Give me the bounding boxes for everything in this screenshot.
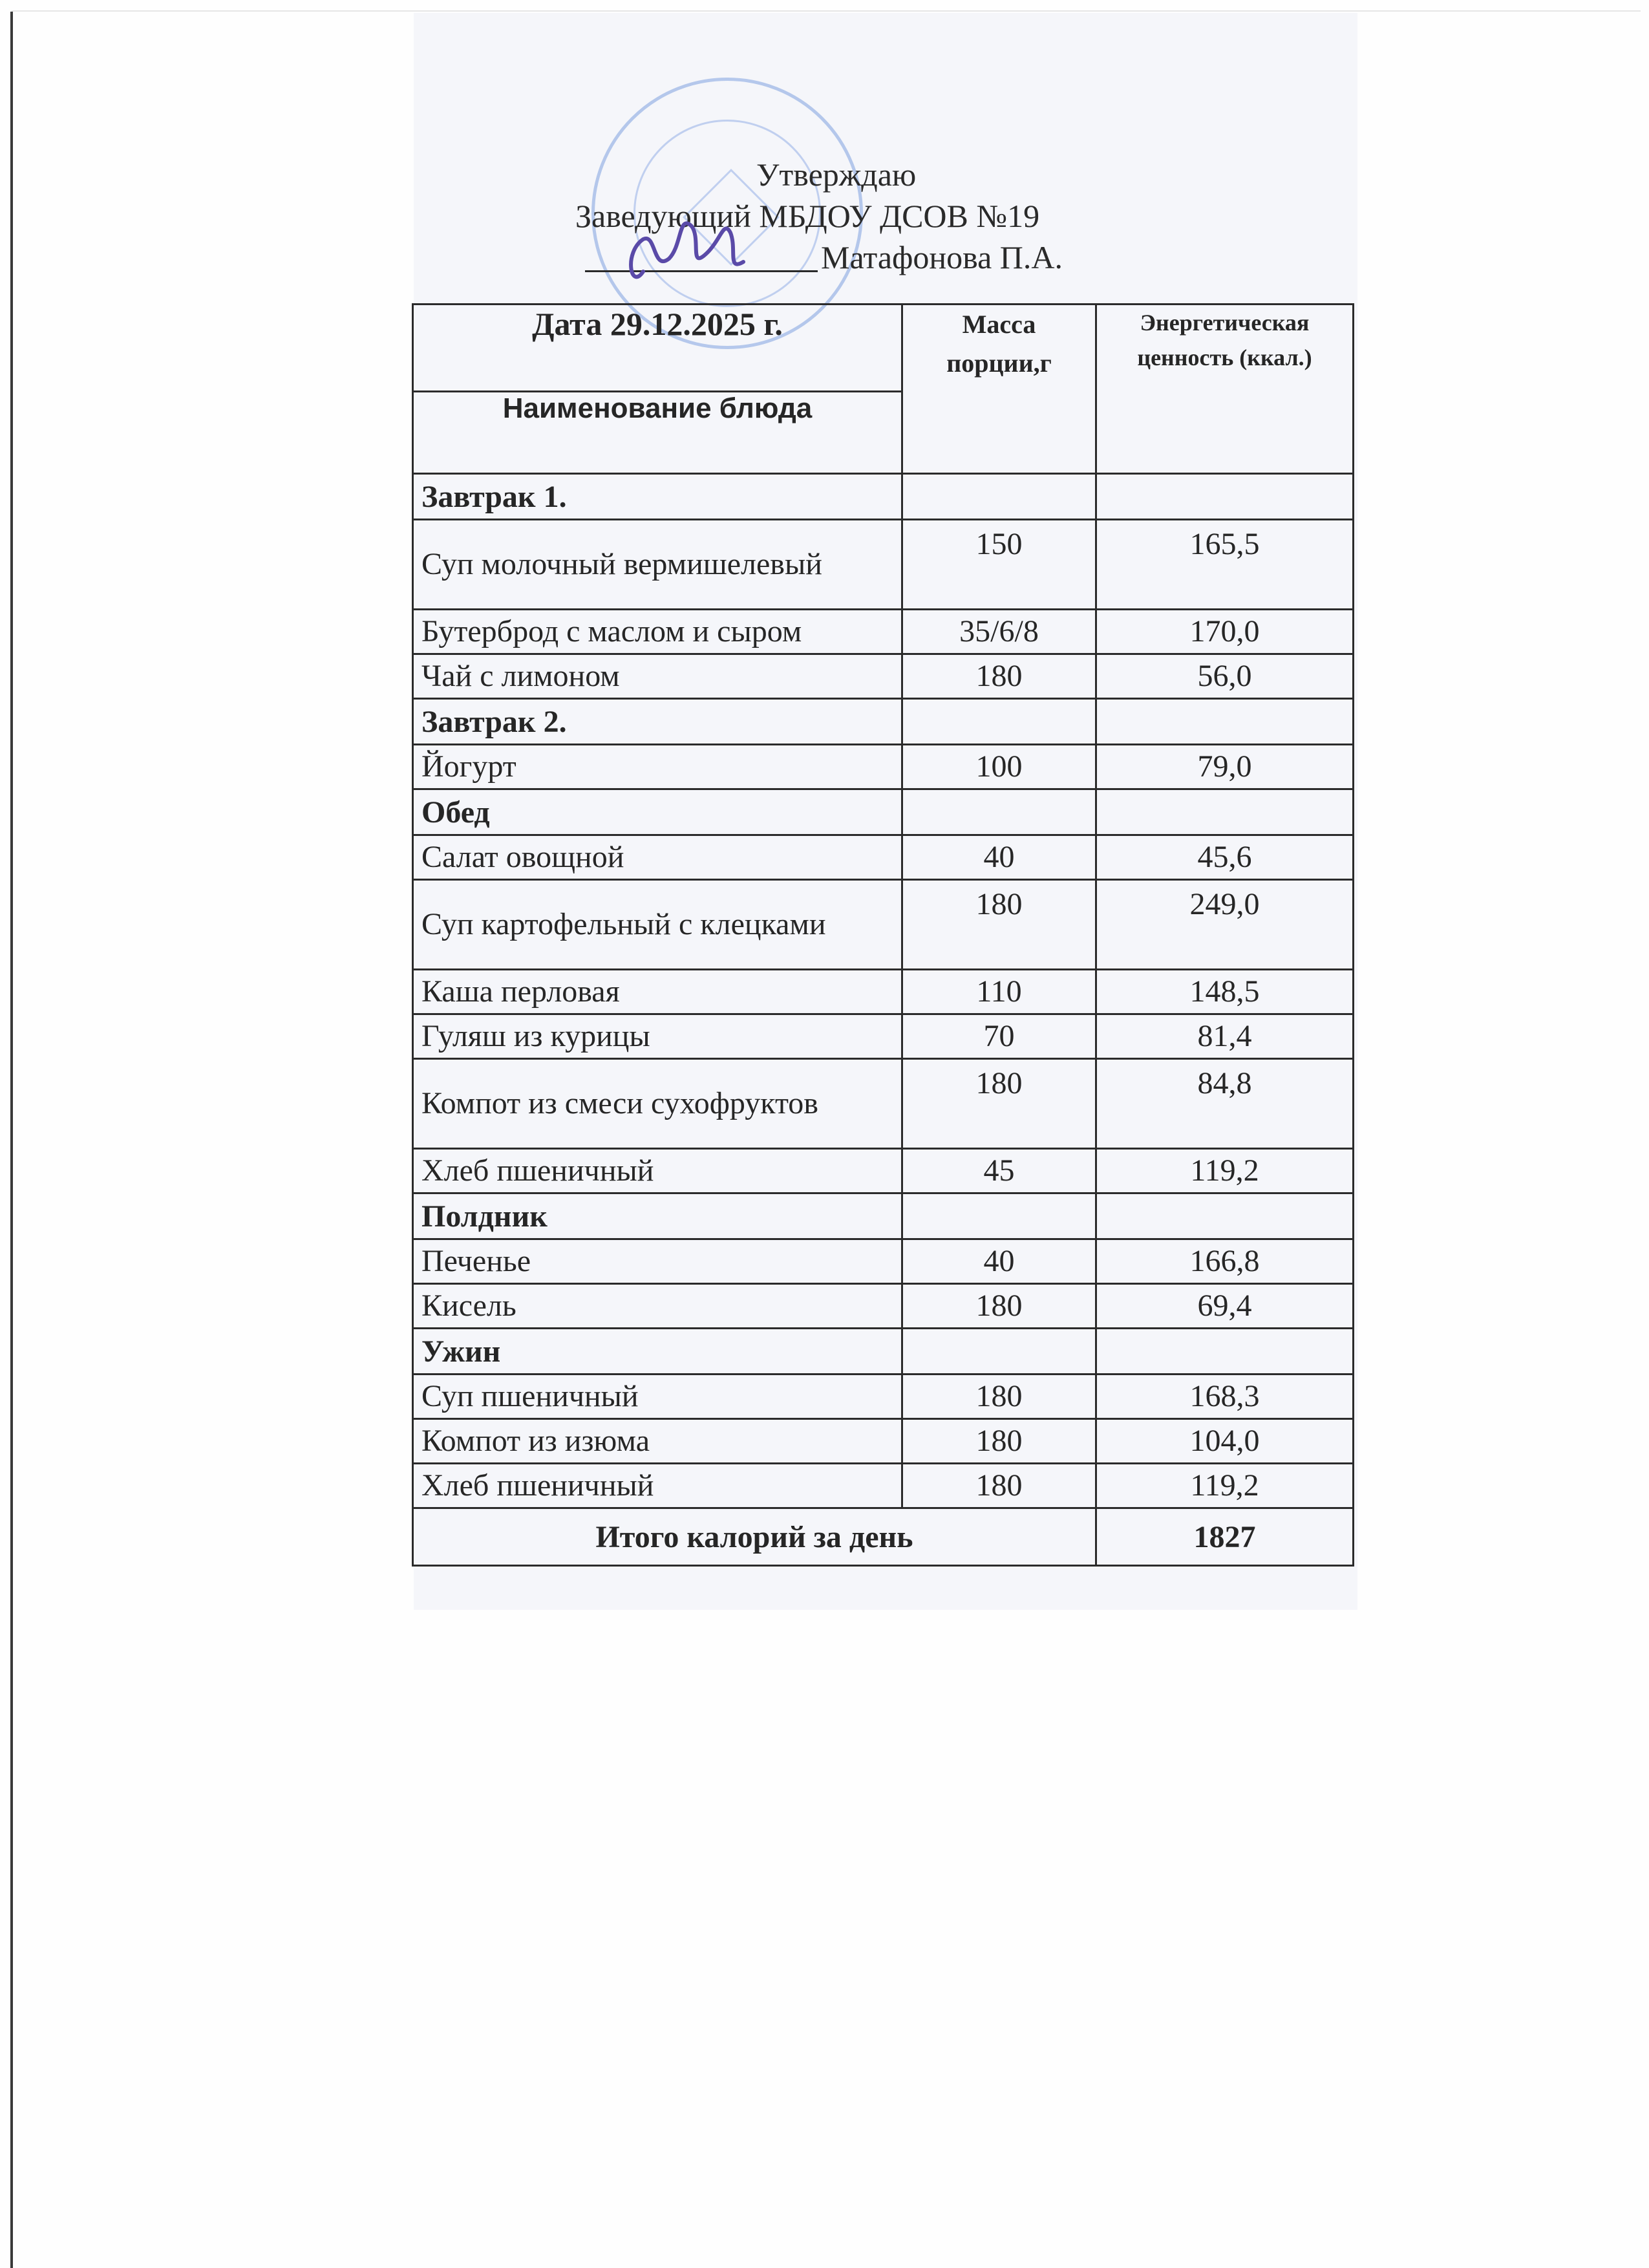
meal-section-title: Обед [413,789,902,835]
dish-energy: 148,5 [1096,970,1354,1014]
meal-section-row [413,699,1354,745]
empty-cell [1096,474,1354,520]
dish-energy: 81,4 [1096,1014,1354,1059]
dish-name: Йогурт [413,745,902,789]
dish-energy: 119,2 [1096,1149,1354,1193]
column-header-dish: Наименование блюда [413,392,902,474]
dish-row [413,520,1354,610]
dish-name: Компот из изюма [413,1419,902,1464]
dish-energy: 119,2 [1096,1464,1354,1508]
dish-row [413,835,1354,880]
empty-cell [902,1329,1096,1375]
dish-mass: 180 [902,1464,1096,1508]
approver-position: Заведующий МБДОУ ДСОВ №19 [575,198,1040,234]
empty-cell [902,474,1096,520]
dish-mass: 70 [902,1014,1096,1059]
meal-section-row [413,789,1354,835]
empty-cell [902,789,1096,835]
dish-energy: 166,8 [1096,1239,1354,1284]
dish-name: Суп пшеничный [413,1375,902,1419]
meal-section-row [413,1193,1354,1239]
dish-name: Хлеб пшеничный [413,1464,902,1508]
column-header-mass: Масса порции,г [902,305,1096,474]
dish-mass: 150 [902,520,1096,610]
empty-cell [902,699,1096,745]
scan-top-edge [12,10,1641,12]
signature-icon [617,200,772,291]
dish-row [413,1149,1354,1193]
dish-energy: 56,0 [1096,654,1354,699]
dish-energy: 170,0 [1096,610,1354,654]
dish-mass: 180 [902,1375,1096,1419]
header-row [413,305,1354,392]
dish-mass: 180 [902,1284,1096,1329]
dish-name: Компот из смеси сухофруктов [413,1059,902,1149]
dish-mass: 180 [902,1419,1096,1464]
dish-name: Печенье [413,1239,902,1284]
approver-name: Матафонова П.А. [821,239,1063,275]
dish-row [413,1059,1354,1149]
dish-energy: 69,4 [1096,1284,1354,1329]
dish-name: Гуляш из курицы [413,1014,902,1059]
dish-name: Каша перловая [413,970,902,1014]
total-calories: 1827 [1096,1508,1354,1566]
dish-name: Бутерброд с маслом и сыром [413,610,902,654]
meal-section-row [413,1329,1354,1375]
dish-row [413,1014,1354,1059]
empty-cell [1096,1329,1354,1375]
meal-section-title: Завтрак 2. [413,699,902,745]
dish-row [413,1284,1354,1329]
dish-row [413,1375,1354,1419]
empty-cell [1096,789,1354,835]
dish-energy: 84,8 [1096,1059,1354,1149]
dish-name: Суп картофельный с клецками [413,880,902,970]
dish-row [413,745,1354,789]
meal-section-title: Завтрак 1. [413,474,902,520]
dish-row [413,1464,1354,1508]
dish-row [413,1239,1354,1284]
dish-energy: 79,0 [1096,745,1354,789]
dish-name: Кисель [413,1284,902,1329]
dish-name: Суп молочный вермишелевый [413,520,902,610]
empty-cell [902,1193,1096,1239]
dish-row [413,1419,1354,1464]
dish-mass: 100 [902,745,1096,789]
dish-energy: 165,5 [1096,520,1354,610]
menu-date: Дата 29.12.2025 г. [413,305,902,392]
dish-row [413,654,1354,699]
dish-mass: 180 [902,880,1096,970]
dish-mass: 180 [902,1059,1096,1149]
dish-row [413,880,1354,970]
dish-name: Чай с лимоном [413,654,902,699]
dish-energy: 104,0 [1096,1419,1354,1464]
empty-cell [1096,699,1354,745]
meal-section-row [413,474,1354,520]
dish-energy: 45,6 [1096,835,1354,880]
dish-row [413,970,1354,1014]
column-header-energy: Энергетическая ценность (ккал.) [1096,305,1354,474]
dish-name: Хлеб пшеничный [413,1149,902,1193]
empty-cell [1096,1193,1354,1239]
total-label: Итого калорий за день [413,1508,1096,1566]
dish-mass: 180 [902,654,1096,699]
approval-title: Утверждаю [756,156,917,193]
scan-left-edge [10,12,13,2268]
dish-energy: 168,3 [1096,1375,1354,1419]
meal-section-title: Ужин [413,1329,902,1375]
menu-table [412,303,1354,1567]
dish-name: Салат овощной [413,835,902,880]
dish-mass: 35/6/8 [902,610,1096,654]
dish-mass: 40 [902,1239,1096,1284]
dish-mass: 110 [902,970,1096,1014]
meal-section-title: Полдник [413,1193,902,1239]
total-row [413,1508,1354,1566]
dish-energy: 249,0 [1096,880,1354,970]
dish-mass: 40 [902,835,1096,880]
dish-row [413,610,1354,654]
dish-mass: 45 [902,1149,1096,1193]
